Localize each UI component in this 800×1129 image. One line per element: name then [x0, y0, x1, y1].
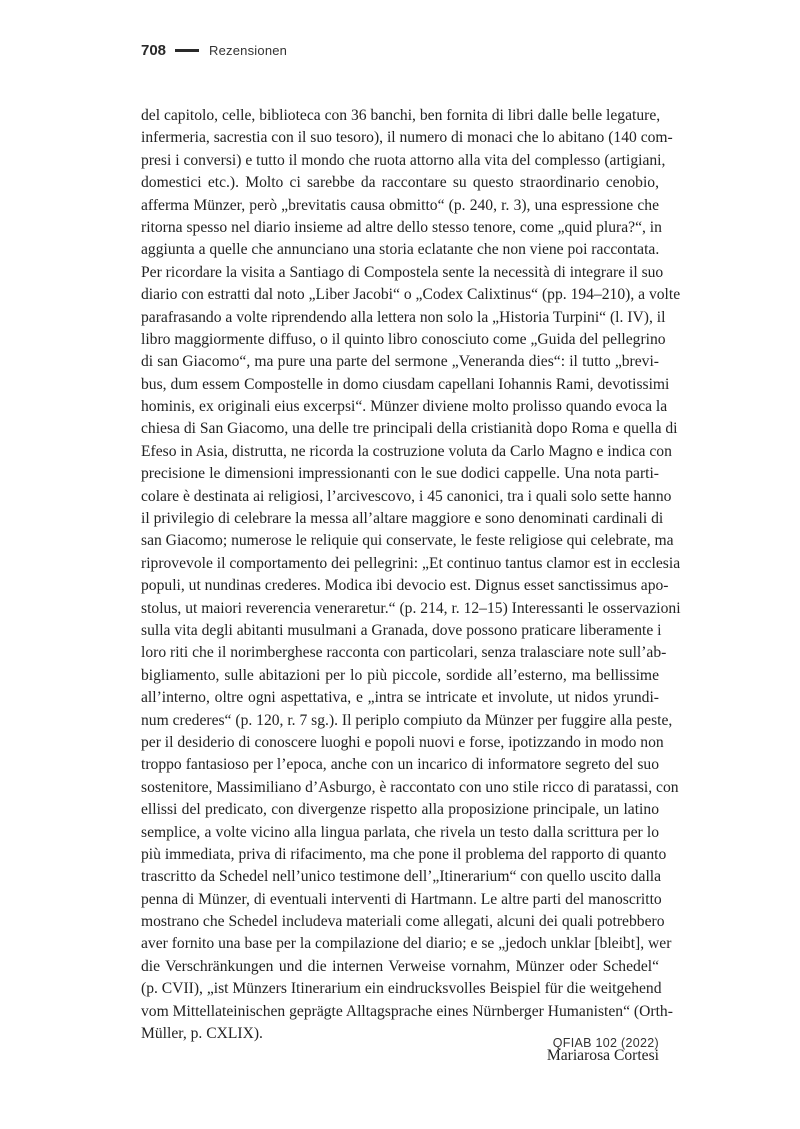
text-line: libro maggiormente diffuso, o il quinto libro conosciuto come „Guida del pellegrino	[141, 330, 666, 348]
review-body-text	[141, 105, 681, 1068]
text-line: infermeria, sacrestia con il suo tesoro), il numero di monaci che lo abitano (140 com-	[141, 129, 673, 147]
text-line: troppo fantasioso per l’epoca, anche con un incarico di informatore segreto del suo	[141, 756, 659, 774]
text-line: diario con estratti dal noto „Liber Jacobi“ o „Codex Calixtinus“ (pp. 194–210), a volte	[141, 286, 681, 304]
text-line: bigliamento, sulle abitazioni per lo più piccole, sordide all’esterno, ma bellissime	[141, 666, 659, 684]
text-line: aver fornito una base per la compilazione del diario; e se „jedoch unklar [bleibt], wer	[141, 935, 672, 953]
text-line: afferma Münzer, però „brevitatis causa obmitto“ (p. 240, r. 3), una espressione che	[141, 196, 659, 214]
text-line: trascritto da Schedel nell’unico testimone dell’„Itinerarium“ con quello uscito dalla	[141, 868, 662, 886]
text-line: domestici etc.). Molto ci sarebbe da raccontare su questo straordinario cenobio,	[141, 174, 659, 192]
text-line: riprovevole il comportamento dei pellegrini: „Et continuo tantus clamor est in ecclesia	[141, 554, 681, 572]
text-line: num crederes“ (p. 120, r. 7 sg.). Il periplo compiuto da Münzer per fuggire alla peste,	[141, 711, 673, 729]
journal-footer: QFIAB 102 (2022)	[552, 1036, 659, 1050]
text-line: il privilegio di celebrare la messa all’altare maggiore e sono denominati cardinali di	[141, 510, 664, 528]
text-line: ellissi del predicato, con divergenze rispetto alla proposizione principale, un latino	[141, 801, 659, 819]
text-line: semplice, a volte vicino alla lingua parlata, che rivela un testo dalla scrittura per lo	[141, 823, 659, 841]
text-line: bus, dum essem Compostelle in domo ciusdam capellani Iohannis Rami, devotissimi	[141, 375, 670, 393]
text-line: loro riti che il norimberghese racconta con particolari, senza tralasciare note sull’ab-	[141, 644, 667, 662]
text-line: san Giacomo; numerose le reliquie qui conservate, le feste religiose qui celebrate, ma	[141, 532, 674, 550]
text-line: sulla vita degli abitanti musulmani a Granada, dove possono praticare liberamente i	[141, 621, 662, 639]
text-line: Per ricordare la visita a Santiago di Compostela sente la necessità di integrare il suo	[141, 263, 664, 281]
text-line: presi i conversi) e tutto il mondo che ruota attorno alla vita del complesso (artigiani,	[141, 151, 666, 169]
text-line: stolus, ut maiori reverencia veneraretur.“ (p. 214, r. 12–15) Interessanti le osservazioni	[141, 599, 681, 617]
running-head	[141, 42, 287, 59]
text-line: aggiunta a quelle che annunciano una storia eclatante che non viene poi raccontata.	[141, 241, 660, 259]
section-title: Rezensionen	[209, 43, 288, 58]
text-line: più immediata, priva di rifacimento, ma che pone il problema del rapporto di quanto	[141, 845, 667, 863]
text-line: ritorna spesso nel diario insieme ad altre dello stesso tenore, come „quid plura?“, in	[141, 218, 662, 236]
header-rule	[175, 49, 199, 52]
text-line: (p. CVII), „ist Münzers Itinerarium ein eindrucksvolles Beispiel für die weitgehend	[141, 980, 662, 998]
text-line: sostenitore, Massimiliano d’Asburgo, è raccontato con uno stile ricco di paratassi, con	[141, 778, 679, 796]
text-line: all’interno, oltre ogni aspettativa, e „intra se intricate et involute, ut nidos yrundi-	[141, 689, 659, 707]
text-line: die Verschränkungen und die internen Verweise vornahm, Münzer oder Schedel“	[141, 957, 659, 975]
text-line: populi, ut nundinas crederes. Modica ibi devocio est. Dignus esset sanctissimus apo-	[141, 577, 669, 595]
text-line: penna di Münzer, di eventuali interventi di Hartmann. Le altre parti del manoscritto	[141, 890, 662, 908]
text-line: hominis, ex originali eius excerpsi“. Münzer diviene molto prolisso quando evoca la	[141, 398, 668, 416]
text-line: mostrano che Schedel includeva materiali come allegati, alcuni dei quali potrebbero	[141, 913, 665, 931]
text-line: precisione le dimensioni impressionanti con le sue dodici cappelle. Una nota parti-	[141, 465, 659, 483]
text-line: vom Mittellateinischen geprägte Alltagsprache eines Nürnberger Humanisten“ (Orth-	[141, 1002, 673, 1020]
page-number: 708	[141, 42, 167, 59]
text-line: Müller, p. CXLIX).	[141, 1025, 263, 1043]
text-line: di san Giacomo“, ma pure una parte del sermone „Veneranda dies“: il tutto „brevi-	[141, 353, 659, 371]
text-line: per il desiderio di conoscere luoghi e popoli nuovi e forse, ipotizzando in modo non	[141, 733, 664, 751]
author-signature: Mariarosa Cortesi	[546, 1047, 659, 1065]
text-line: chiesa di San Giacomo, una delle tre principali della cristianità dopo Roma e quella di	[141, 420, 678, 438]
text-line: Efeso in Asia, distrutta, ne ricorda la costruzione voluta da Carlo Magno e indica con	[141, 442, 672, 460]
text-line: parafrasando a volte riprendendo alla lettera non solo la „Historia Turpini“ (l. IV), il	[141, 308, 666, 326]
text-line: colare è destinata ai religiosi, l’arcivescovo, i 45 canonici, tra i quali solo sette hanno	[141, 487, 672, 505]
text-line: del capitolo, celle, biblioteca con 36 banchi, ben fornita di libri dalle belle legature,	[141, 107, 661, 124]
